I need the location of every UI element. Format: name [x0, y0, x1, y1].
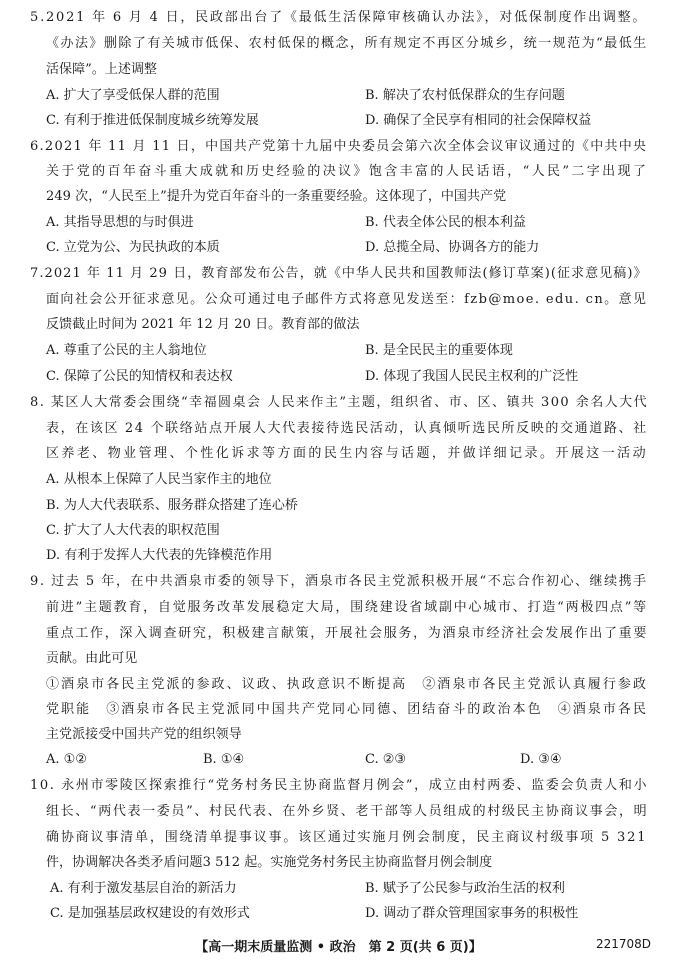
question-10-option-a[interactable]: A. 有利于激发基层自治的新活力: [50, 881, 237, 896]
question-10-stem-line-4: 件，协调解决各类矛盾问题3 512 起。实施党务村务民主协商监督月例会制度: [46, 855, 493, 870]
page-footer-title: 【高一期末质量监测 • 政治 第 2 页(共 6 页)】: [195, 940, 482, 955]
question-9-option-a[interactable]: A. ①②: [46, 752, 87, 767]
question-8-option-d[interactable]: D. 有利于发挥人大代表的先锋模范作用: [46, 548, 273, 563]
question-9-stem-line-2: 前进”主题教育，自觉服务改革发展稳定大局，围绕建设省域副中心城市、打造“两极四点”等: [46, 600, 648, 615]
question-6-stem-line-2: 关于党的百年奋斗重大成就和历史经验的决议》饱含丰富的人民话语，“人民”二字出现了: [46, 164, 649, 179]
question-5-stem-line-3: 活保障”。上述调整: [46, 62, 158, 77]
question-7-option-d[interactable]: D. 体现了我国人民民主权利的广泛性: [365, 369, 579, 384]
question-6-option-c[interactable]: C. 立党为公、为民执政的本质: [46, 240, 220, 255]
question-9-stem-line-7: 主党派接受中国共产党的组织领导: [46, 727, 242, 742]
question-5-stem-line-1: 5.2021 年 6 月 4 日，民政部出台了《最低生活保障审核确认办法》，对低保制度作出调整。: [30, 10, 648, 25]
question-5-option-d[interactable]: D. 确保了全民享有相同的社会保障权益: [365, 113, 592, 128]
question-6-stem-line-3: 249 次，“人民至上”提升为党百年奋斗的一条重要经验。这体现了，中国共产党: [46, 189, 507, 204]
question-8-option-b[interactable]: B. 为人大代表联系、服务群众搭建了连心桥: [46, 498, 298, 513]
question-9-stem-line-3: 重点工作，深入调查研究，积极建言献策，开展社会服务，为酒泉市经济社会发展作出了重要: [46, 626, 649, 641]
question-7-stem-line-2: 面向社会公开征求意见。公众可通过电子邮件方式将意见发送至：fzb@moe. edu. cn。意见: [46, 292, 648, 307]
question-5-option-c[interactable]: C. 有利于推进低保制度城乡统筹发展: [46, 113, 259, 128]
question-9-stem-line-4: 贡献。由此可见: [46, 651, 138, 666]
question-8-stem-line-3: 区养老、物业管理、个性化诉求等方面的民生内容与话题，并做详细记录。开展这一活动: [46, 446, 648, 461]
question-10-option-d[interactable]: D. 调动了群众管理国家事务的积极性: [365, 906, 579, 921]
question-9-option-c[interactable]: C. ②③: [365, 752, 407, 767]
question-5-option-a[interactable]: A. 扩大了享受低保人群的范围: [46, 88, 220, 103]
question-6-stem-line-1: 6.2021 年 11 月 11 日，中国共产党第十九届中央委员会第六次全体会议审议通过的《中共中央: [30, 139, 648, 154]
question-10-stem-line-3: 确协商议事清单，围绕清单提事议事。该区通过实施月例会制度，民主商议村级事项 5 321: [46, 830, 648, 845]
question-8-stem-line-2: 表，在该区 24 个联络站点开展人大代表接待选民活动，认真倾听选民所反映的交通道路、社: [46, 421, 648, 436]
question-9-option-d[interactable]: D. ③④: [520, 752, 562, 767]
question-7-option-c[interactable]: C. 保障了公民的知情权和表达权: [46, 369, 233, 384]
question-10-stem-line-1: 10. 永州市零陵区探索推行“党务村务民主协商监督月例会”，成立由村两委、监委会负责人和小: [30, 778, 649, 793]
question-6-option-a[interactable]: A. 其指导思想的与时俱进: [46, 215, 194, 230]
question-9-stem-line-6: 党职能 ③酒泉市各民主党派同中国共产党同心同德、团结奋斗的政治本色 ④酒泉市各民: [46, 702, 649, 717]
question-9-option-b[interactable]: B. ①④: [203, 752, 245, 767]
question-8-option-a[interactable]: A. 从根本上保障了人民当家作主的地位: [46, 472, 272, 487]
question-7-option-b[interactable]: B. 是全民民主的重要体现: [365, 343, 513, 358]
question-7-stem-line-3: 反馈截止时间为 2021 年 12 月 20 日。教育部的做法: [46, 317, 360, 332]
question-8-stem-line-1: 8. 某区人大常委会围绕“幸福圆桌会 人民来作主”主题，组织省、市、区、镇共 300 余名人大代: [30, 395, 649, 410]
question-10-stem-line-2: 组长、“两代表一委员”、村民代表、在外乡贤、老干部等人员组成的村级民主协商议事会，明: [46, 804, 649, 819]
question-10-option-b[interactable]: B. 赋予了公民参与政治生活的权利: [365, 881, 565, 896]
question-5-stem-line-2: 《办法》删除了有关城市低保、农村低保的概念，所有规定不再区分城乡，统一规范为“最低生: [46, 36, 648, 51]
question-10-option-c[interactable]: C. 是加强基层政权建设的有效形式: [50, 906, 250, 921]
page-footer-code: 221708D: [595, 937, 651, 951]
question-9-stem-line-5: ①酒泉市各民主党派的参政、议政、执政意识不断提高 ②酒泉市各民主党派认真履行参政: [46, 677, 649, 692]
question-7-stem-line-1: 7.2021 年 11 月 29 日，教育部发布公告，就《中华人民共和国教师法(修订草案)(征求意见稿)》: [30, 266, 648, 281]
question-8-option-c[interactable]: C. 扩大了人大代表的职权范围: [46, 523, 220, 538]
question-6-option-b[interactable]: B. 代表全体公民的根本利益: [365, 215, 526, 230]
question-7-option-a[interactable]: A. 尊重了公民的主人翁地位: [46, 343, 207, 358]
question-9-stem-line-1: 9. 过去 5 年，在中共酒泉市委的领导下，酒泉市各民主党派积极开展“不忘合作初心、继续携手: [30, 574, 648, 589]
question-6-option-d[interactable]: D. 总揽全局、协调各方的能力: [365, 240, 540, 255]
question-5-option-b[interactable]: B. 解决了农村低保群众的生存问题: [365, 88, 565, 103]
